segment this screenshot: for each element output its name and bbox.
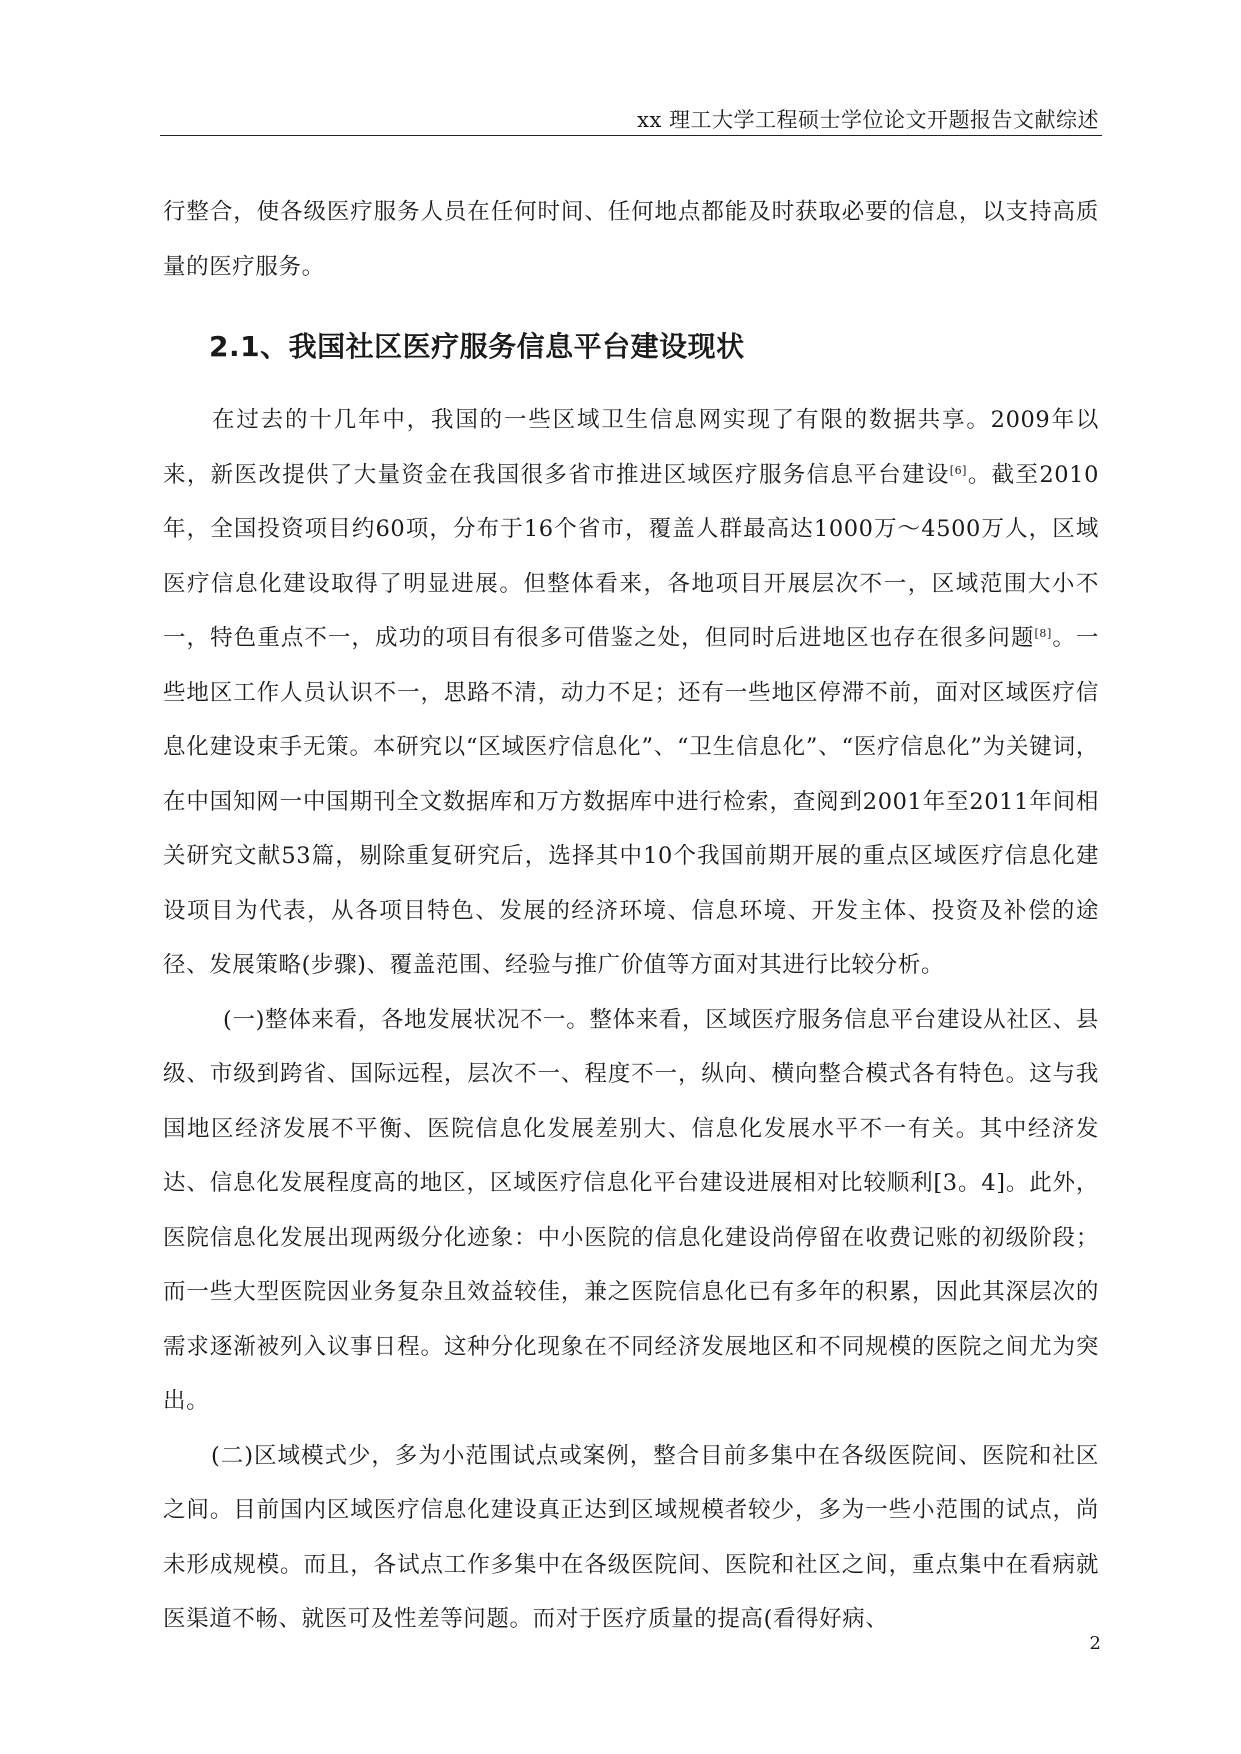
paragraph-2: (一)整体来看，各地发展状况不一。整体来看，区域医疗服务信息平台建设从社区、县级、市级到跨省、国际远程，层次不一、程度不一，纵向、横向整合模式各有特色。这与我国地区经济发展不平衡、医院信息化发展差别大、信息化发展水平不一有关。其中经济发达、信息化发展程度高的地区，区域医疗信息化平台建设进展相对比较顺利[3。4]。此外，医院信息化发展出现两级分化迹象：中小医院的信息化建设尚停留在收费记账的初级阶段；而一些大型医院因业务复杂且效益较佳，兼之医院信息化已有多年的积累，因此其深层次的需求逐渐被列入议事日程。这种分化现象在不同经济发展地区和不同规模的医院之间尤为突出。: [163, 1006, 1099, 1414]
paragraph-1-part-a: 在过去的十几年中，我国的一些区域卫生信息网实现了有限的数据共享。2009年以来，新医改提供了大量资金在我国很多省市推进区域医疗服务信息平台建设: [163, 407, 1099, 488]
running-header: xx 理工大学工程硕士学位论文开题报告文献综述: [637, 108, 1099, 132]
page-number: 2: [1089, 1633, 1101, 1654]
document-body: [163, 185, 1099, 1647]
intro-paragraph: 行整合，使各级医疗服务人员在任何时间、任何地点都能及时获取必要的信息，以支持高质量的医疗服务。: [163, 199, 1099, 280]
paragraph-1-part-c: 。一些地区工作人员认识不一，思路不清，动力不足；还有一些地区停滞不前，面对区域医疗信息化建设束手无策。本研究以“区域医疗信息化”、“卫生信息化”、“医疗信息化”为关键词，在中国知网一中国期刊全文数据库和万方数据库中进行检索，查阅到2001年至2011年间相关研究文献53篇，剔除重复研究后，选择其中10个我国前期开展的重点区域医疗信息化建设项目为代表，从各项目特色、发展的经济环境、信息环境、开发主体、投资及补偿的途径、发展策略(步骤)、覆盖范围、经验与推广价值等方面对其进行比较分析。: [163, 625, 1099, 978]
paragraph-1-part-b: 。截至2010年，全国投资项目约60项，分布于16个省市，覆盖人群最高达1000万～4500万人，区域医疗信息化建设取得了明显进展。但整体看来，各地项目开展层次不一，区域范围大小不一，特色重点不一，成功的项目有很多可借鉴之处，但同时后进地区也存在很多问题: [163, 461, 1099, 651]
section-heading: 2.1、我国社区医疗服务信息平台建设现状: [209, 330, 745, 363]
header-divider: [160, 135, 1102, 136]
paragraph-3: (二)区域模式少，多为小范围试点或案例，整合目前多集中在各级医院间、医院和社区之间。目前国内区域医疗信息化建设真正达到区域规模者较少，多为一些小范围的试点，尚未形成规模。而且，各试点工作多集中在各级医院间、医院和社区之间，重点集中在看病就医渠道不畅、就医可及性差等问题。而对于医疗质量的提高(看得好病、: [163, 1442, 1099, 1632]
citation-8: [8]: [1034, 627, 1052, 640]
citation-6: [6]: [949, 463, 968, 477]
paragraph-1: [163, 393, 1099, 993]
